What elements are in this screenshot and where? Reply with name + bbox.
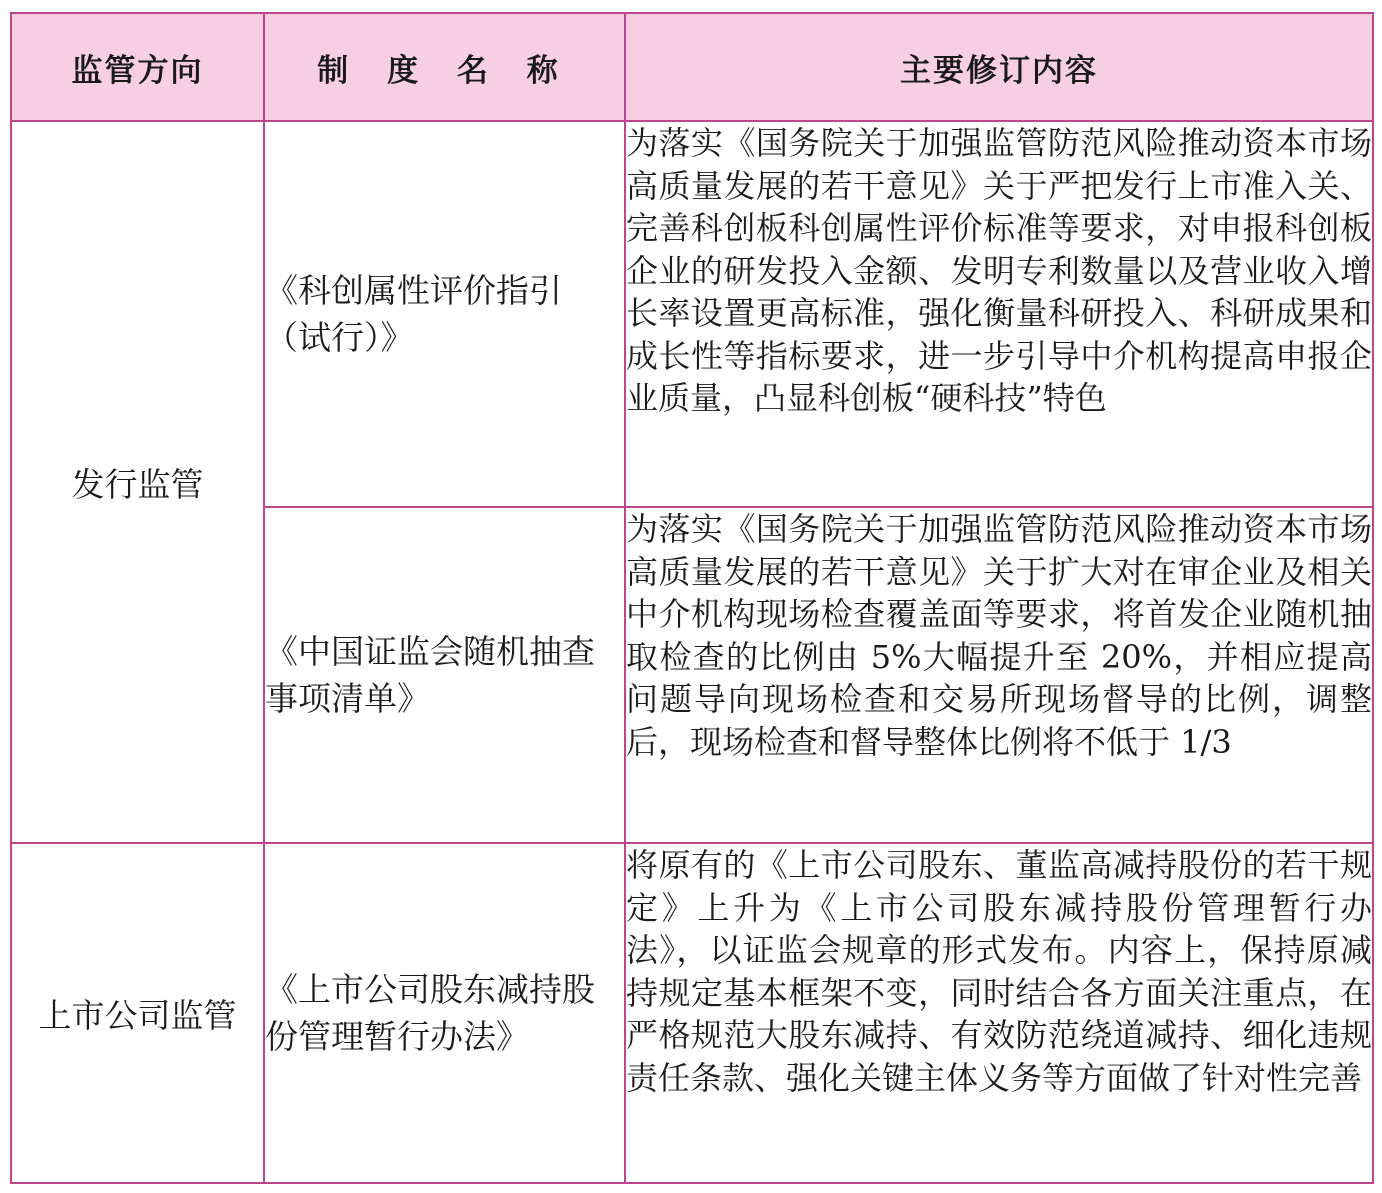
revision-content-cell: 为落实《国务院关于加强监管防范风险推动资本市场高质量发展的若干意见》关于严把发行上市准入关、完善科创板科创属性评价标准等要求，对申报科创板企业的研发投入金额、发明专利数量以及营业收入增长率设置更高标准，强化衡量科研投入、科研成果和成长性等指标要求，进一步引导中介机构提高申报企业质量，凸显科创板“硬科技”特色 bbox=[625, 121, 1373, 507]
revision-content-cell: 将原有的《上市公司股东、董监高减持股份的若干规定》上升为《上市公司股东减持股份管理暂行办法》，以证监会规章的形式发布。内容上，保持原减持规定基本框架不变，同时结合各方面关注重点，在严格规范大股东减持、有效防范绕道减持、细化违规责任条款、强化关键主体义务等方面做了针对性完善 bbox=[625, 843, 1373, 1183]
table-row bbox=[11, 121, 1373, 507]
table-body bbox=[11, 121, 1373, 1183]
header-row bbox=[11, 13, 1373, 121]
direction-cell-listed-company: 上市公司监管 bbox=[11, 843, 264, 1183]
direction-cell-issuance: 发行监管 bbox=[11, 121, 264, 843]
table-row bbox=[11, 843, 1373, 1183]
system-name-cell: 《上市公司股东减持股份管理暂行办法》 bbox=[264, 843, 625, 1183]
system-name-cell: 《中国证监会随机抽查事项清单》 bbox=[264, 507, 625, 843]
regulation-table bbox=[10, 12, 1374, 1184]
header-content: 主要修订内容 bbox=[625, 13, 1373, 121]
table-header bbox=[11, 13, 1373, 121]
header-system-name: 制 度 名 称 bbox=[264, 13, 625, 121]
header-direction: 监管方向 bbox=[11, 13, 264, 121]
system-name-cell: 《科创属性评价指引（试行）》 bbox=[264, 121, 625, 507]
revision-content-cell: 为落实《国务院关于加强监管防范风险推动资本市场高质量发展的若干意见》关于扩大对在审企业及相关中介机构现场检查覆盖面等要求，将首发企业随机抽取检查的比例由 5%大幅提升至 20%，并相应提高问题导向现场检查和交易所现场督导的比例，调整后，现场检查和督导整体比例将不低于 1/3 bbox=[625, 507, 1373, 843]
